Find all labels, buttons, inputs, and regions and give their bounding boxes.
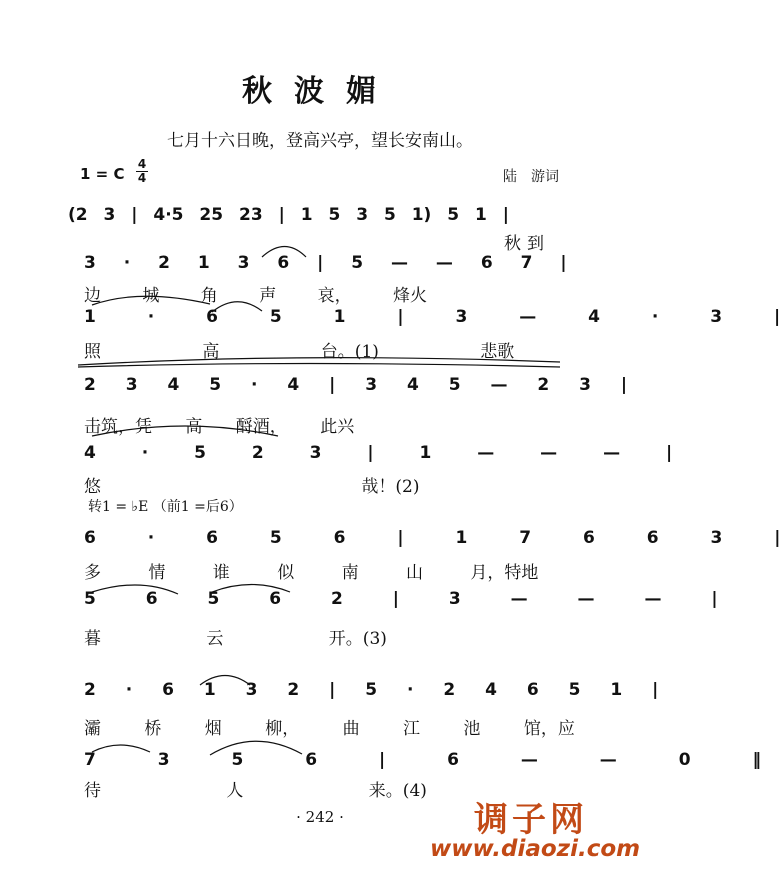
slur-mark: [212, 302, 262, 312]
slur-mark: [92, 426, 278, 436]
slur-mark: [212, 585, 290, 593]
time-signature-bottom: 4: [137, 171, 147, 185]
notation-line-6: 6 · 6 5 6 | 1 7 6 6 3 |: [84, 528, 780, 548]
modulation-note: 转1 = ♭E （前1 =后6）: [88, 499, 243, 515]
watermark-url: www.diaozi.com: [430, 836, 641, 862]
notation-line-2: 3 · 2 1 3 6 | 5 — — 6 7 |: [84, 253, 567, 273]
song-subtitle: 七月十六日晚，登高兴亭，望长安南山。: [167, 131, 473, 151]
slur-mark: [210, 741, 302, 755]
time-signature-top: 4: [137, 157, 147, 171]
notation-line-7: 5 6 5 6 2 | 3 — — — |: [84, 589, 718, 609]
notation-line-3: 1 · 6 5 1 | 3 — 4 · 3 |: [84, 307, 780, 327]
notation-line-5: 4 · 5 2 3 | 1 — — — |: [84, 443, 673, 463]
watermark-text: 调子网: [474, 800, 588, 840]
slur-mark: [78, 364, 560, 368]
lyrics-line-8: 灞 桥 烟 柳， 曲 江 池 馆，应: [84, 719, 575, 739]
notation-line-9: 7 3 5 6 | 6 — — 0 ‖: [84, 750, 761, 770]
lyrics-line-4: 击筑，凭 高 酹酒， 此兴: [84, 417, 355, 437]
notation-line-1: (2 3 | 4·5 25 23 | 1 5 3 5 1) 5 1 |: [68, 205, 509, 225]
lyrics-line-2: 边 城 角 声 哀， 烽火: [84, 286, 428, 306]
lyrics-line-5: 悠 哉！(2): [84, 477, 420, 497]
lyrics-line-7: 暮 云 开。(3): [84, 629, 387, 649]
slur-mark: [92, 745, 150, 752]
lyrics-line-1: 秋到: [504, 234, 550, 254]
slur-mark: [262, 247, 306, 258]
lyricist: 陆 游词: [503, 169, 559, 185]
song-title: 秋波媚: [242, 74, 398, 109]
slur-mark: [92, 585, 178, 594]
page-number: · 242 ·: [296, 808, 344, 826]
notation-line-4: 2 3 4 5 · 4 | 3 4 5 — 2 3 |: [84, 375, 628, 395]
lyrics-line-3: 照 高 台。(1) 悲歌: [84, 342, 515, 362]
key-signature: 1 = C: [80, 165, 125, 183]
slur-mark: [92, 296, 210, 305]
slur-mark: [200, 676, 250, 686]
lyrics-line-9: 待 人 来。(4): [84, 781, 427, 801]
notation-line-8: 2 · 6 1 3 2 | 5 · 2 4 6 5 1 |: [84, 680, 659, 700]
lyrics-line-6: 多 情 谁 似 南 山 月，特地: [84, 563, 539, 583]
